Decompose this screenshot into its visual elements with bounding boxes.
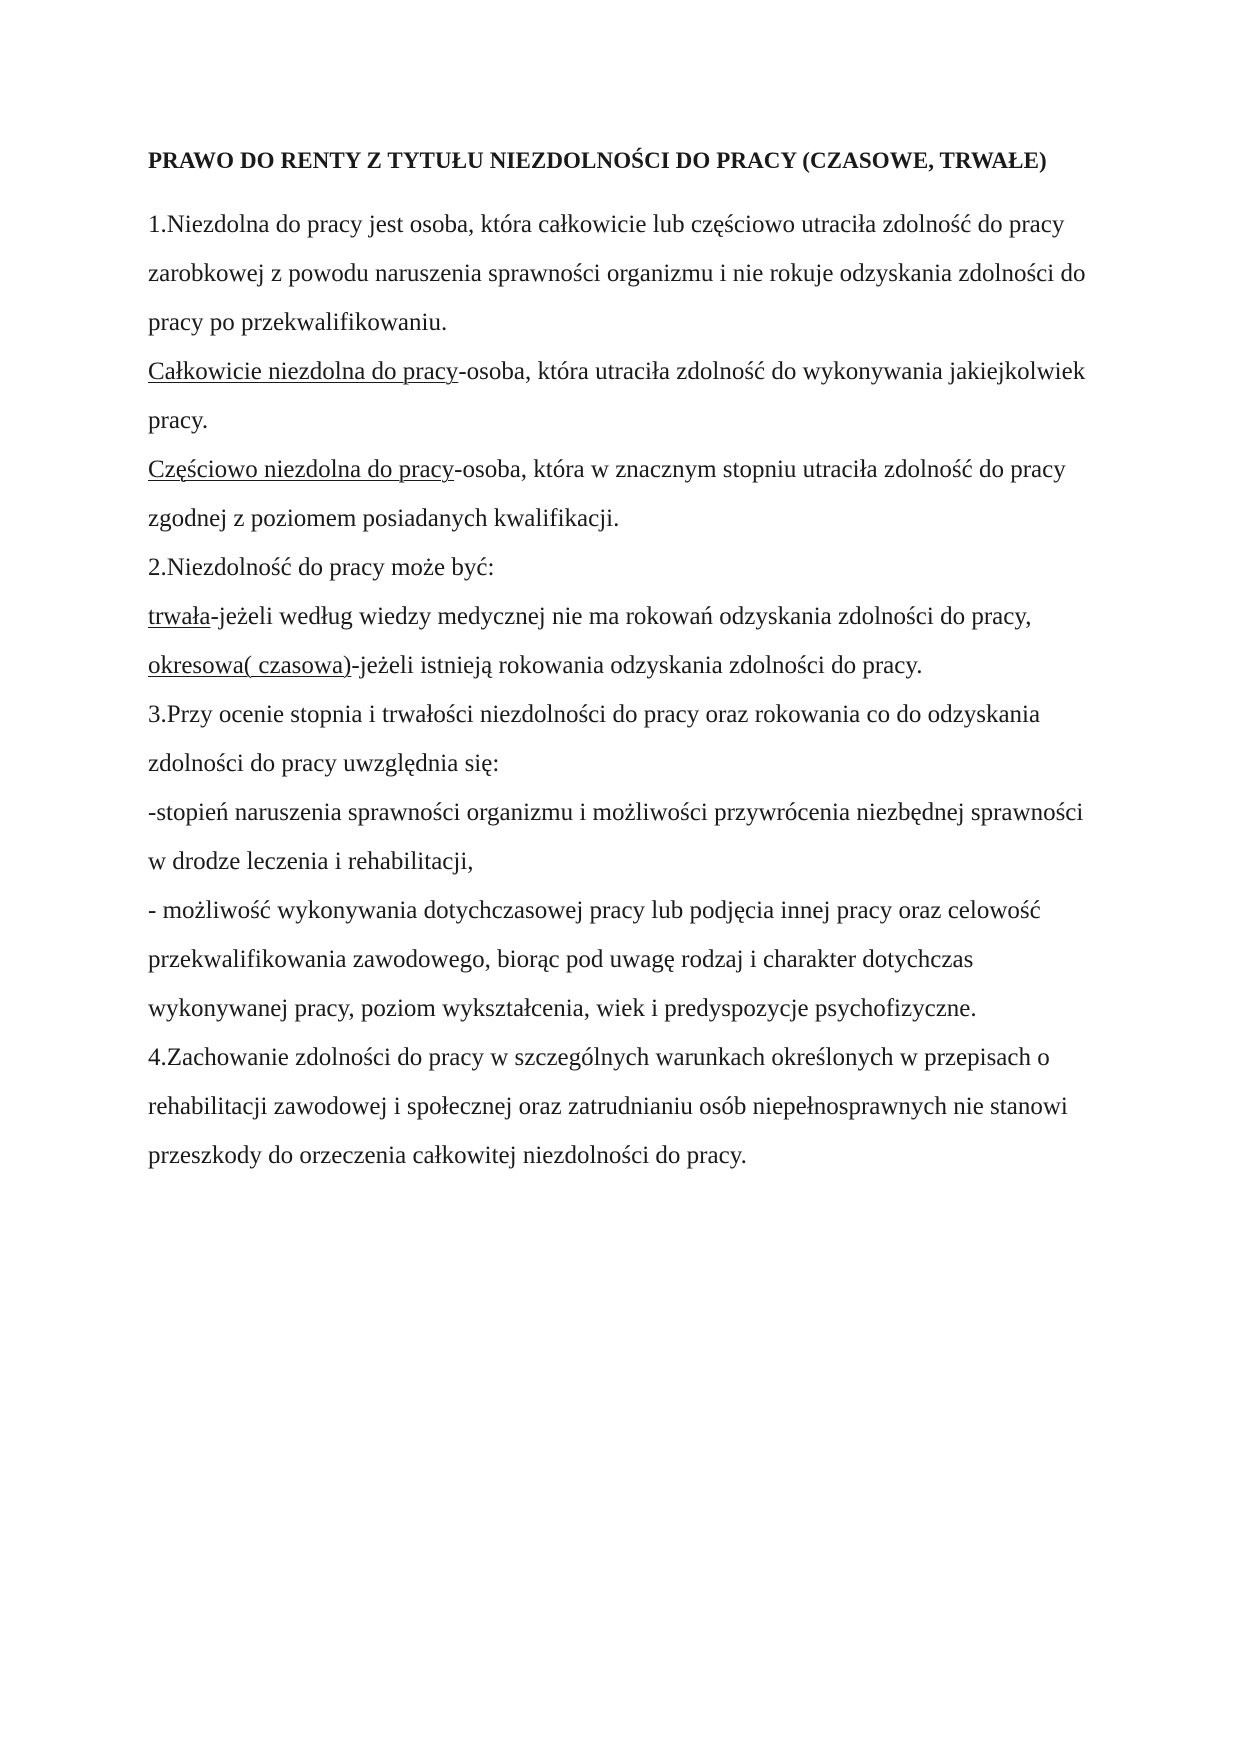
paragraph-periodic — [148, 641, 1098, 690]
paragraph-assessment-item-1: -stopień naruszenia sprawności organizmu i możliwości przywrócenia niezbędnej sprawności w drodze leczenia i rehabilitacji, — [148, 799, 1084, 875]
paragraph-assessment: 3.Przy ocenie stopnia i trwałości niezdolności do pracy oraz rokowania co do odzyskania zdolności do pracy uwzględnia się: — [148, 701, 1041, 777]
term-partial-incapacity: Częściowo niezdolna do pracy — [148, 456, 455, 483]
paragraph-total-incapacity — [148, 347, 1098, 445]
document-body — [148, 145, 1098, 1180]
paragraph-assessment-item-2: - możliwość wykonywania dotychczasowej pracy lub podjęcia innej pracy oraz celowość przekwalifikowania zawodowego, biorąc pod uwagę rodzaj i charakter dotychczas wykonywanej pracy, poziom wykształcenia, wiek i predyspozycje psychofizyczne. — [148, 897, 1041, 1022]
paragraph-partial-incapacity — [148, 445, 1098, 543]
paragraph-permanent — [148, 592, 1098, 641]
definition-total-incapacity: -osoba, która utraciła zdolność do wykonywania jakiejkolwiek pracy. — [148, 358, 1086, 434]
paragraph-incapacity-types: 2.Niezdolność do pracy może być: — [148, 554, 495, 581]
definition-partial-incapacity: -osoba, która w znacznym stopniu utraciła zdolność do pracy zgodnej z poziomem posiadanych kwalifikacji. — [148, 456, 1066, 532]
definition-periodic: -jeżeli istnieją rokowania odzyskania zdolności do pracy. — [351, 652, 923, 679]
definition-permanent: -jeżeli według wiedzy medycznej nie ma rokowań odzyskania zdolności do pracy, — [210, 603, 1032, 630]
term-total-incapacity: Całkowicie niezdolna do pracy — [148, 358, 459, 385]
term-permanent: trwała — [148, 603, 211, 630]
paragraph-special-conditions: 4.Zachowanie zdolności do pracy w szczególnych warunkach określonych w przepisach o rehabilitacji zawodowej i społecznej oraz zatrudnianiu osób niepełnosprawnych nie stanowi przeszkody do orzeczenia całkowitej niezdolności do pracy. — [148, 1044, 1068, 1169]
term-periodic: okresowa( czasowa) — [148, 652, 352, 679]
document-title: PRAWO DO RENTY Z TYTUŁU NIEZDOLNOŚCI DO PRACY (CZASOWE, TRWAŁE) — [148, 148, 1047, 173]
paragraph-definition: 1.Niezdolna do pracy jest osoba, która całkowicie lub częściowo utraciła zdolność do pracy zarobkowej z powodu naruszenia sprawności organizmu i nie rokuje odzyskania zdolności do pracy po przekwalifikowaniu. — [148, 211, 1086, 336]
